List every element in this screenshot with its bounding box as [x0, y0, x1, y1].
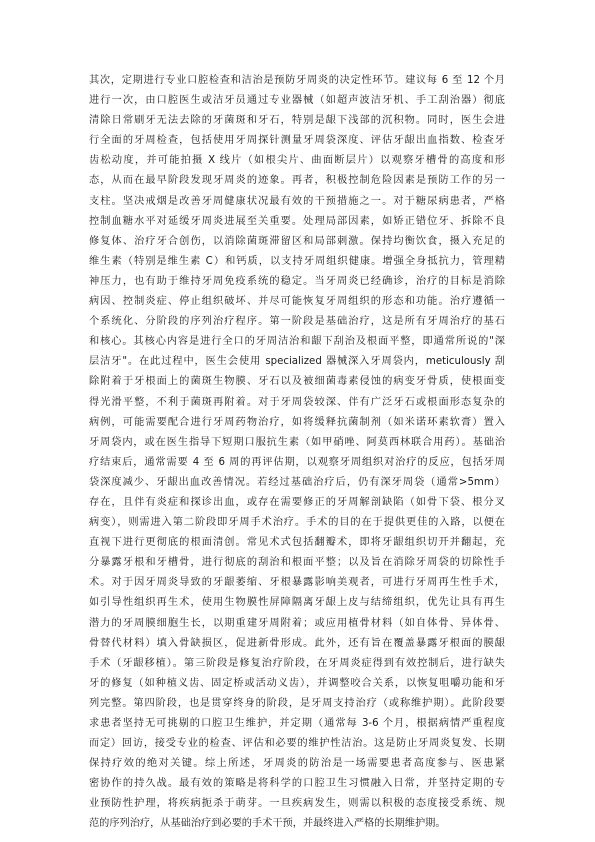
text-line: 得光滑平整，不利于菌斑再附着。对于牙周袋较深、伴有广泛牙石或根面形态复杂的	[89, 396, 505, 408]
body-text	[89, 71, 505, 835]
text-line: 术。对于因牙周炎导致的牙龈萎缩、牙根暴露影响美观者，可进行牙周再生性手术，	[89, 577, 505, 589]
text-line: 牙的修复（如种植义齿、固定桥或活动义齿），并调整咬合关系，以恢复咀嚼功能和牙	[89, 677, 505, 689]
text-line: 态，从而在最早阶段发现牙周炎的迹象。再者，积极控制危险因素是预防工作的另一	[89, 175, 505, 187]
text-line: 病因、控制炎症、停止组织破坏、并尽可能恢复牙周组织的形态和功能。治疗遵循一	[89, 296, 505, 308]
text-line: 牙周袋内，或在医生指导下短期口服抗生素（如甲硝唑、阿莫西林联合用药）。基础治	[89, 436, 505, 448]
text-line: 潜力的牙周膜细胞生长，以期重建牙周附着；或应用植骨材料（如自体骨、异体骨、	[89, 617, 505, 629]
text-line: 支柱。坚决戒烟是改善牙周健康状况最有效的干预措施之一。对于糖尿病患者，严格	[89, 195, 505, 207]
text-line: 控制血糖水平对延缓牙周炎进展至关重要。处理局部因素，如矫正错位牙、拆除不良	[89, 215, 505, 227]
text-line: 如引导性组织再生术，使用生物膜性屏障隔离牙龈上皮与结缔组织，优先让具有再生	[89, 597, 505, 609]
text-line: 密协作的持久战。最有效的策略是将科学的口腔卫生习惯融入日常，并坚持定期的专	[89, 778, 505, 790]
text-line: 除附着于牙根面上的菌斑生物膜、牙石以及被细菌毒素侵蚀的病变牙骨质，使根面变	[89, 376, 505, 388]
text-line: 进行一次，由口腔医生或洁牙员通过专业器械（如超声波洁牙机、手工刮治器）彻底	[89, 95, 505, 107]
text-line: 疗结束后，通常需要 4 至 6 周的再评估期，以观察牙周组织对治疗的反应，包括牙周	[89, 456, 505, 468]
text-line: 齿松动度，并可能拍摄 X 线片（如根尖片、曲面断层片）以观察牙槽骨的高度和形	[89, 155, 505, 167]
text-line: 袋深度减少、牙龈出血改善情况。若经过基础治疗后，仍有深牙周袋（通常>5mm）	[89, 476, 505, 488]
text-line: 分暴露牙根和牙槽骨，进行彻底的刮治和根面平整；以及旨在消除牙周袋的切除性手	[89, 557, 505, 569]
text-line: 范的序列治疗，从基础治疗到必要的手术干预，并最终进入严格的长期维护期。	[89, 818, 446, 830]
text-line: 行全面的牙周检查，包括使用牙周探针测量牙周袋深度、评估牙龈出血指数、检查牙	[89, 135, 505, 147]
text-line: 病例，可能需要配合进行牙周药物治疗，如将缓释抗菌制剂（如米诺环素软膏）置入	[89, 416, 505, 428]
text-line: 手术（牙龈移植）。第三阶段是修复治疗阶段，在牙周炎症得到有效控制后，进行缺失	[89, 657, 505, 669]
text-line: 求患者坚持无可挑剔的口腔卫生维护，并定期（通常每 3-6 个月，根据病情严重程度	[89, 718, 505, 729]
text-line: 清除日常刷牙无法去除的牙菌斑和牙石，特别是龈下浅部的沉积物。同时，医生会进	[89, 115, 505, 127]
text-line: 业预防性护理，将疾病扼杀于萌芽。一旦疾病发生，则需以积极的态度接受系统、规	[89, 798, 505, 810]
text-line: 列完整。第四阶段，也是贯穿终身的阶段，是牙周支持治疗（或称维护期）。此阶段要	[89, 697, 505, 709]
text-line: 而定）回访，接受专业的检查、评估和必要的维护性洁治。这是防止牙周炎复发、长期	[89, 738, 505, 750]
text-line: 直视下进行更彻底的根面清创。常见术式包括翻瓣术，即将牙龈组织切开并翻起，充	[89, 537, 505, 549]
text-line: 层洁牙"。在此过程中，医生会使用 specialized 器械深入牙周袋内，meticulously 刮	[89, 356, 505, 368]
text-line: 个系统化、分阶段的序列治疗程序。第一阶段是基础治疗，这是所有牙周治疗的基石	[89, 316, 505, 328]
text-line: 骨替代材料）填入骨缺损区，促进新骨形成。此外，还有旨在覆盖暴露牙根面的膜龈	[89, 637, 505, 649]
text-line: 修复体、治疗牙合创伤，以消除菌斑滞留区和局部刺激。保持均衡饮食，摄入充足的	[89, 235, 505, 247]
text-line: 维生素（特别是维生素 C）和钙质，以支持牙周组织健康。增强全身抵抗力，管理精	[89, 255, 505, 267]
text-line: 保持疗效的绝对关键。综上所述，牙周炎的防治是一场需要患者高度参与、医患紧	[89, 758, 505, 770]
text-line: 和核心。其核心内容是进行全口的牙周洁治和龈下刮治及根面平整，即通常所说的"深	[89, 336, 505, 348]
text-line: 其次，定期进行专业口腔检查和洁治是预防牙周炎的决定性环节。建议每 6 至 12 个月	[89, 75, 505, 86]
text-line: 病变），则需进入第二阶段即牙周手术治疗。手术的目的在于提供更佳的入路，以便在	[89, 517, 505, 529]
text-line: 存在，且伴有炎症和探诊出血，或存在需要修正的牙周解剖缺陷（如骨下袋、根分叉	[89, 496, 505, 508]
text-line: 神压力，也有助于维持牙周免疫系统的稳定。当牙周炎已经确诊，治疗的目标是消除	[89, 275, 505, 287]
